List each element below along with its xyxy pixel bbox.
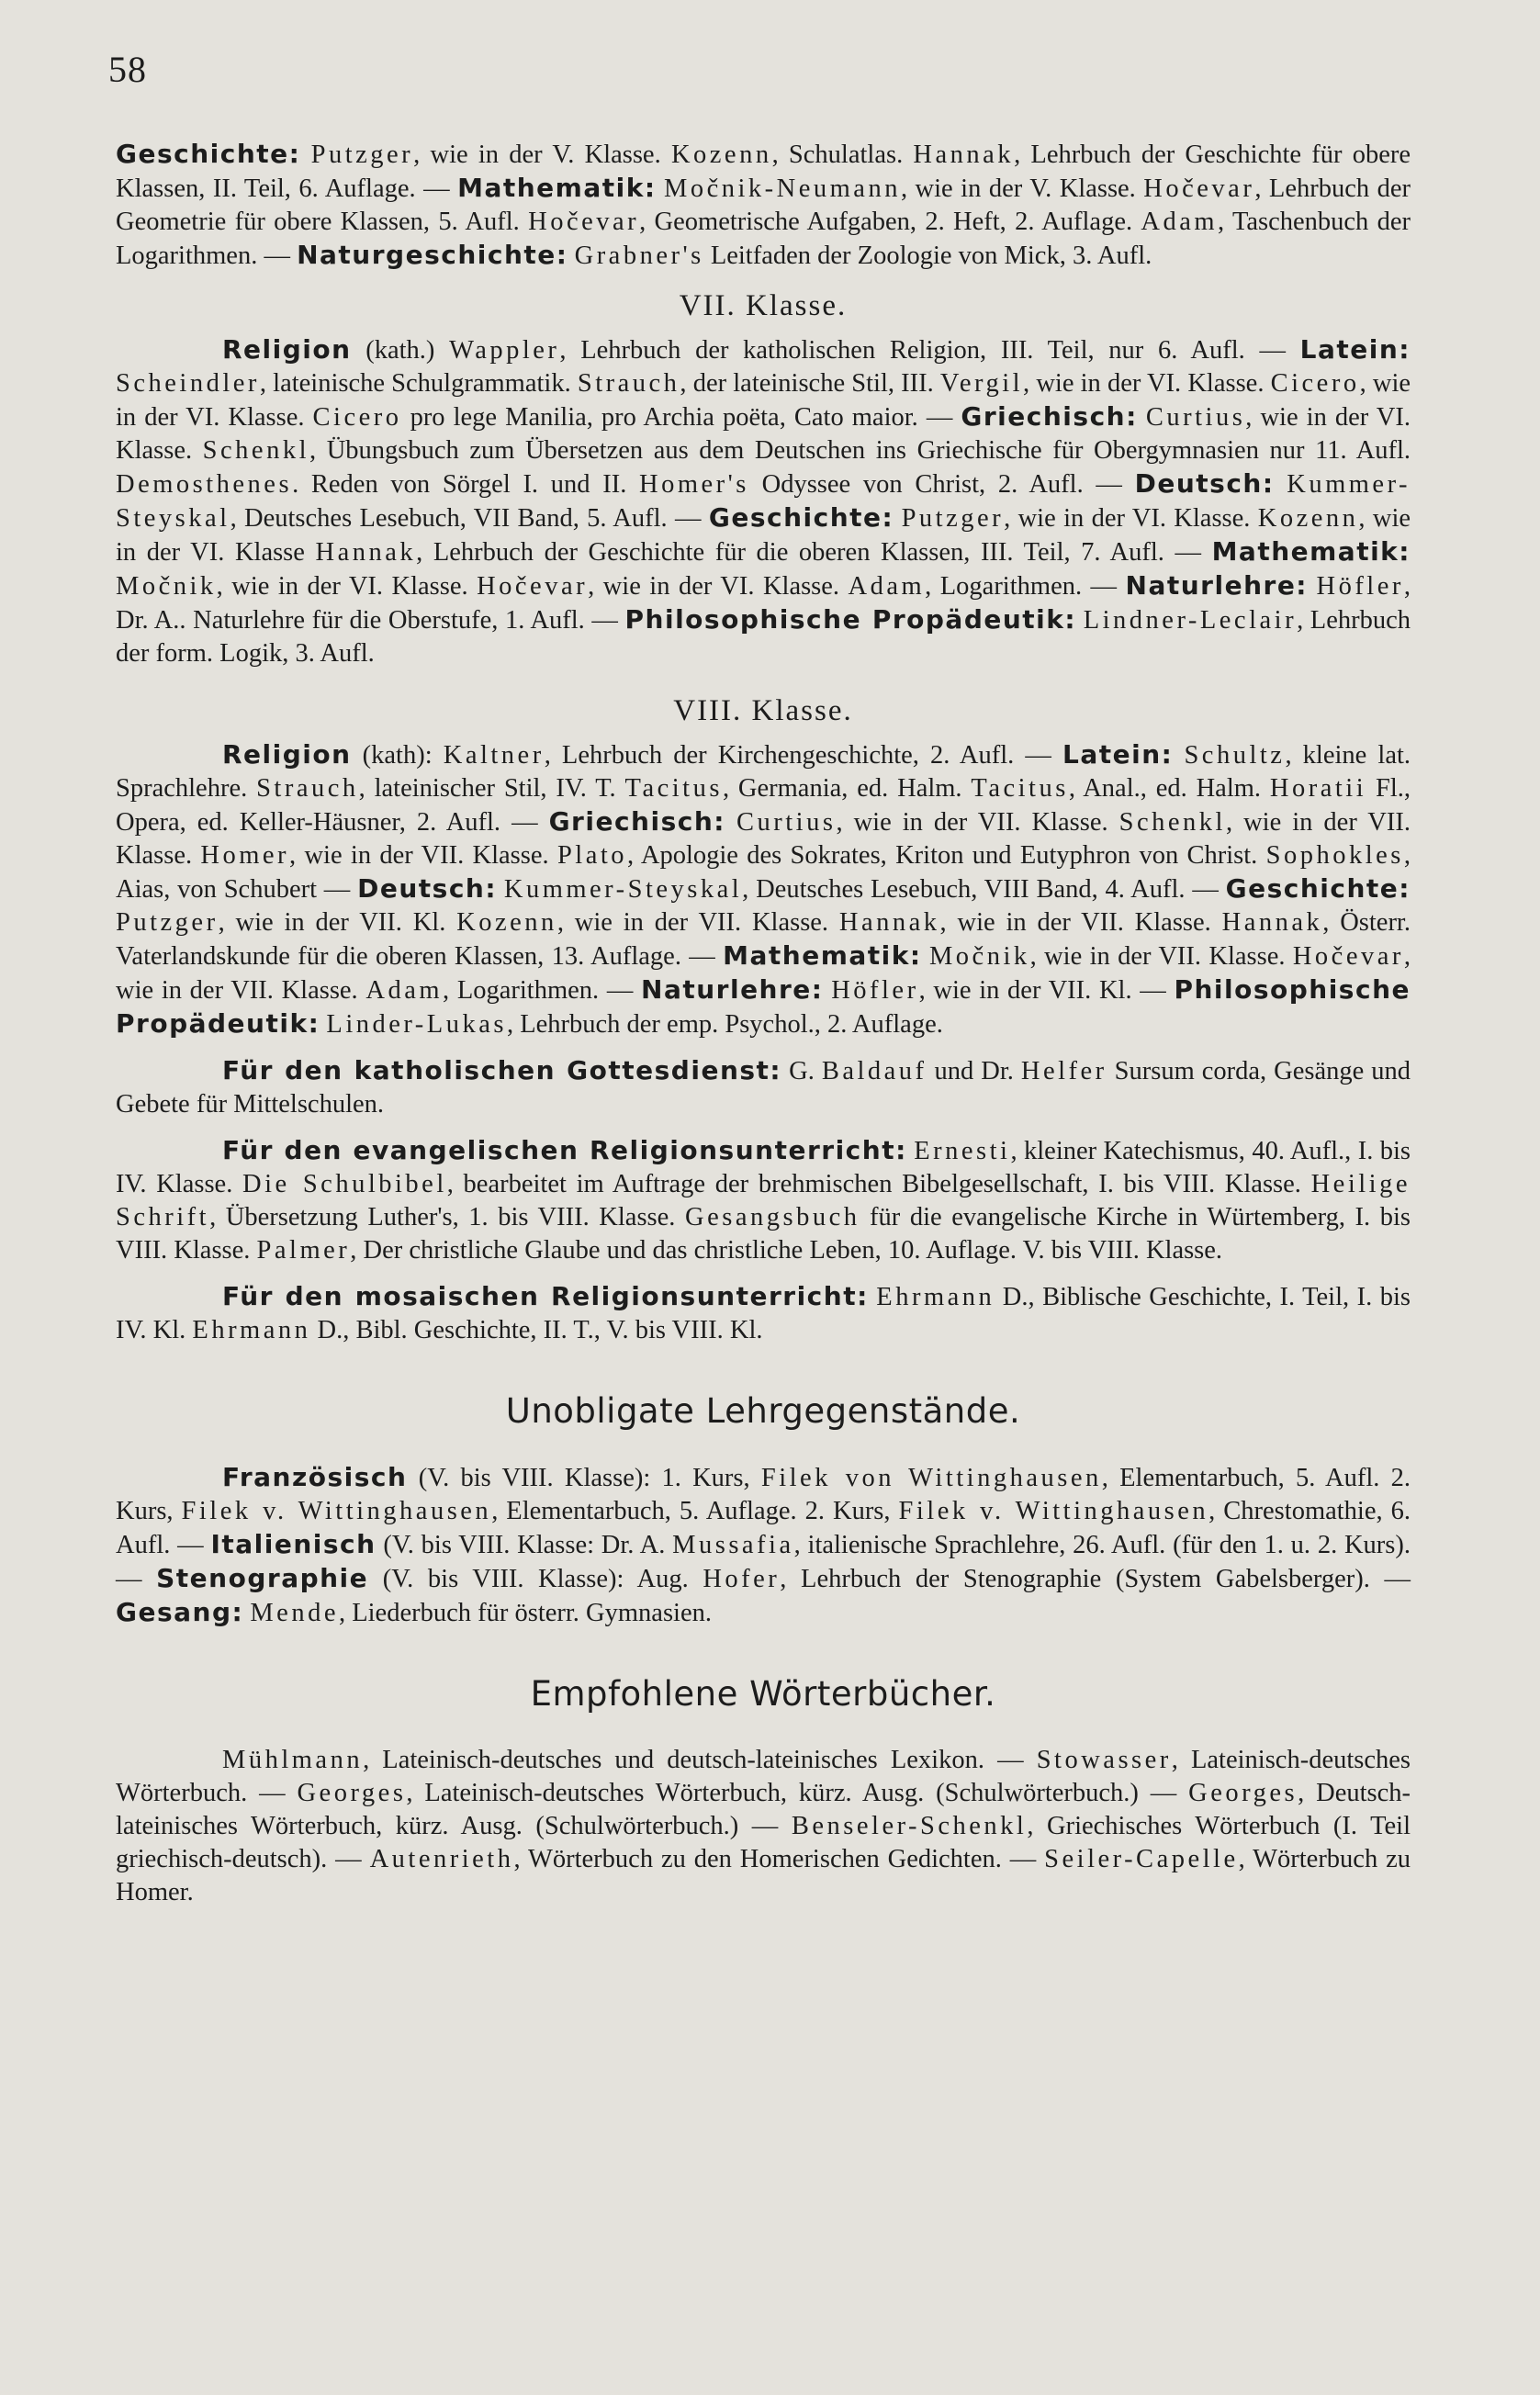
intro-paragraph (116, 138, 1411, 273)
author-name: Hannak (1221, 908, 1323, 937)
subject-heading: Italienisch (210, 1529, 377, 1559)
body-text: , wie in der VI. Klasse. (116, 369, 1411, 432)
class-viii-heading: VIII. Klasse. (673, 694, 853, 727)
body-text: Fl., Opera, ed. Keller-Häusner, 2. Aufl. — (116, 774, 1411, 837)
author-name: Palmer (256, 1236, 351, 1265)
body-text: , wie in der VII. Klasse. (939, 908, 1222, 937)
body-text: , Lehrbuch der form. Logik, 3. Aufl. (116, 606, 1411, 668)
author-name: Helfer (1020, 1057, 1107, 1085)
author-name: Mussafia (672, 1531, 794, 1559)
subject-heading: Geschichte: (1225, 873, 1411, 904)
body-text: G. (781, 1057, 822, 1085)
body-text: . Reden von Sörgel I. und II. (292, 470, 640, 499)
author-name: Vergil (939, 369, 1024, 398)
body-text: , Logarithmen. — (925, 572, 1126, 601)
author-name: Demosthenes (116, 470, 293, 499)
dictionaries-heading: Empfohlene Wörterbücher. (530, 1674, 996, 1714)
body-text: D., Biblische Geschichte, I. Teil, I. bis IV. Kl. (116, 1283, 1411, 1344)
author-name: Filek v. Wittinghausen (898, 1497, 1209, 1525)
body-text: , wie in der VI. Klasse. (588, 572, 849, 601)
subject-heading: Französisch (222, 1462, 408, 1492)
subject-heading: Latein: (1299, 334, 1411, 365)
body-text: , Deutsches Lesebuch, VII Band, 5. Aufl. — (230, 504, 709, 533)
body-text: , der lateinische Stil, III. (680, 369, 940, 398)
author-name: Höfler (831, 976, 919, 1005)
author-name: Adam (848, 572, 926, 601)
author-name: Lindner-Leclair (1083, 606, 1298, 635)
subject-heading: Philosophische Propädeutik: (624, 604, 1077, 635)
body-text: , Der christliche Glaube und das christliche Leben, 10. Auflage. V. bis VIII. Klasse. (350, 1236, 1223, 1265)
subject-heading: Latein: (1062, 739, 1174, 770)
body-text: , Lehrbuch der emp. Psychol., 2. Auflage. (506, 1010, 943, 1039)
author-name: Wappler (449, 336, 560, 365)
catholic-service-paragraph (116, 1054, 1411, 1121)
body-text: , Anal., ed. Halm. (1068, 774, 1270, 803)
body-text: , wie in der VI. Klasse. (216, 572, 478, 601)
body-text: , italienische Sprachlehre, 26. Aufl. (für den 1. u. 2. Kurs). — (116, 1531, 1411, 1593)
dictionaries-paragraph (116, 1744, 1411, 1909)
unobligate-paragraph (116, 1461, 1411, 1630)
body-text (1076, 606, 1084, 635)
author-name: Adam (1141, 208, 1219, 236)
subject-heading: Religion (222, 334, 352, 365)
author-name: Putzger (310, 141, 414, 169)
author-name: Tacitus (624, 774, 723, 803)
body-text: , wie in der VII. Klasse. (289, 841, 557, 870)
author-name: Sophokles (1265, 841, 1404, 870)
body-text: (kath.) (351, 336, 450, 365)
author-name: Cicero (312, 403, 402, 432)
subject-heading: Griechisch: (548, 806, 725, 837)
body-text: , Österr. Vaterlandskunde für die oberen Klassen, 13. Auflage. — (116, 908, 1411, 971)
body-text (657, 174, 664, 203)
author-name: Mende (250, 1599, 339, 1627)
body-text: , wie in der VII. Kl. — (918, 976, 1175, 1005)
author-name: Homer's (639, 470, 749, 499)
body-text: , Lehrbuch der Geschichte für obere Klassen, II. Teil, 6. Auflage. — (116, 141, 1411, 203)
author-name: Gesangsbuch (685, 1203, 860, 1231)
author-name: Ehrmann (876, 1283, 995, 1311)
author-name: Strauch (577, 369, 680, 398)
author-name: Cicero (1270, 369, 1360, 398)
author-name: Ehrmann (192, 1316, 311, 1344)
author-name: Horatii (1269, 774, 1367, 803)
author-name: Kaltner (443, 741, 545, 770)
evangelical-paragraph (116, 1134, 1411, 1267)
author-name: Schenkl (1118, 808, 1226, 837)
body-text: , Lehrbuch der Stenographie (System Gabelsberger). — (780, 1565, 1411, 1593)
subject-heading: Für den mosaischen Religionsunterricht: (222, 1281, 869, 1311)
author-name: Plato (556, 841, 628, 870)
body-text: , Aias, von Schubert — (116, 841, 1411, 904)
body-text: , Schulatlas. (771, 141, 914, 169)
author-name: Homer (200, 841, 290, 870)
body-text: , wie in der VI. Klasse. (1023, 369, 1271, 398)
body-text (1138, 403, 1146, 432)
body-text: (kath): (351, 741, 444, 770)
author-name: Curtius (1145, 403, 1246, 432)
author-name: Kozenn (456, 908, 557, 937)
subject-heading: Geschichte: (708, 502, 894, 533)
subject-heading: Religion (222, 739, 352, 770)
author-name: Autenrieth (369, 1845, 514, 1873)
subject-heading: Naturlehre: (1125, 570, 1309, 601)
author-name: Hočevar (1143, 174, 1255, 203)
body-text: , wie in der VII. Klasse. (556, 908, 839, 937)
body-text: und Dr. (927, 1057, 1021, 1085)
author-name: Kozenn (1257, 504, 1359, 533)
body-text (894, 504, 901, 533)
body-text: Odyssee von Christ, 2. Aufl. — (748, 470, 1135, 499)
body-text (1173, 741, 1184, 770)
author-name: Močnik (928, 942, 1030, 971)
author-name: Kozenn (670, 141, 772, 169)
mosaic-paragraph (116, 1280, 1411, 1347)
author-name: Močnik-Neumann (664, 174, 901, 203)
author-name: Linder-Lukas (326, 1010, 507, 1039)
author-name: Hočevar (477, 572, 589, 601)
body-text: D., Bibl. Geschichte, II. T., V. bis VIII. Kl. (310, 1316, 763, 1344)
body-text: , Deutsch-lateinisches Wörterbuch, kürz. Ausg. (Schulwörterbuch.) — (116, 1779, 1411, 1840)
body-text: , wie in der VII. Klasse. (836, 808, 1119, 837)
subject-heading: Philosophische Propädeutik: (116, 974, 1411, 1039)
body-text (1275, 470, 1287, 499)
body-text: , wie in der VII. Klasse. (116, 808, 1411, 870)
subject-heading: Für den evangelischen Religionsunterricht: (222, 1135, 907, 1165)
page-number: 58 (108, 49, 147, 90)
author-name: Hočevar (1292, 942, 1404, 971)
author-name: Seiler-Capelle (1044, 1845, 1239, 1873)
author-name: Tacitus (971, 774, 1069, 803)
body-text: , kleiner Katechismus, 40. Aufl., I. bis IV. Klasse. (116, 1137, 1411, 1198)
body-text: für die evangelische Kirche in Würtemberg, I. bis VIII. Klasse. (116, 1203, 1411, 1265)
class-viii-paragraph (116, 738, 1411, 1041)
body-text: , Lateinisch-deutsches Wörterbuch. — (116, 1746, 1411, 1807)
author-name: Hočevar (528, 208, 640, 236)
author-name: Ernesti (914, 1137, 1011, 1165)
body-text: , Lehrbuch der Geometrie für obere Klassen, 5. Aufl. (116, 174, 1411, 236)
author-name: Strauch (256, 774, 359, 803)
subject-heading: Naturlehre: (641, 974, 824, 1005)
body-text (300, 141, 310, 169)
author-name: Höfler (1316, 572, 1404, 601)
body-text: , lateinischer Stil, IV. T. (358, 774, 625, 803)
author-name: Kummer-Steyskal (503, 875, 743, 904)
subject-heading: Deutsch: (1134, 468, 1275, 499)
body-text: , Taschenbuch der Logarithmen. — (116, 208, 1411, 270)
subject-heading: Mathematik: (457, 173, 657, 203)
subject-heading: Für den katholischen Gottesdienst: (222, 1055, 782, 1085)
subject-heading: Geschichte: (116, 139, 301, 169)
author-name: Hannak (315, 538, 417, 567)
body-text: , wie in der VII. Klasse. (116, 942, 1411, 1005)
author-name: Močnik (116, 572, 217, 601)
body-text: , Apologie des Sokrates, Kriton und Eutyphron von Christ. (627, 841, 1266, 870)
author-name: Curtius (736, 808, 837, 837)
body-text: , wie in der V. Klasse. (413, 141, 671, 169)
body-text: , Lateinisch-deutsches und deutsch-lateinisches Lexikon. — (363, 1746, 1037, 1774)
body-text: (V. bis VIII. Klasse): Aug. (368, 1565, 703, 1593)
body-text (824, 976, 832, 1005)
author-name: Putzger (116, 908, 219, 937)
body-text: , Chrestomathie, 6. Aufl. — (116, 1497, 1411, 1559)
author-name: Filek von Wittinghausen (760, 1464, 1102, 1492)
body-text: , Griechisches Wörterbuch (I. Teil griechisch-deutsch). — (116, 1812, 1411, 1873)
body-text: , wie in der VI. Klasse (116, 504, 1411, 567)
body-text: , Logarithmen. — (443, 976, 642, 1005)
subject-heading: Stenographie (156, 1563, 369, 1593)
author-name: Heilige Schrift (116, 1170, 1411, 1231)
body-text: , Geometrische Aufgaben, 2. Heft, 2. Auflage. (639, 208, 1141, 236)
body-text: , lateinische Schulgrammatik. (259, 369, 578, 398)
body-text (568, 242, 574, 270)
body-text (922, 942, 929, 971)
subject-heading: Naturgeschichte: (297, 240, 568, 270)
unobligate-heading: Unobligate Lehrgegenstände. (505, 1391, 1021, 1431)
author-name: Grabner's (574, 242, 704, 270)
author-name: Scheindler (116, 369, 260, 398)
body-text: , Lateinisch-deutsches Wörterbuch, kürz. Ausg. (Schulwörterbuch.) — (406, 1779, 1189, 1807)
body-text: , Elementarbuch, 5. Aufl. 2. Kurs, (116, 1464, 1411, 1525)
subject-heading: Mathematik: (1211, 536, 1411, 567)
subject-heading: Deutsch: (357, 873, 498, 904)
body-text: , Elementarbuch, 5. Auflage. 2. Kurs, (491, 1497, 899, 1525)
body-text: , kleine lat. Sprachlehre. (116, 741, 1411, 803)
author-name: Georges (1188, 1779, 1298, 1807)
body-text (725, 808, 736, 837)
author-name: Hannak (838, 908, 940, 937)
class-vii-heading: VII. Klasse. (679, 289, 848, 322)
author-name: Baldauf (821, 1057, 927, 1085)
body-text: , Liederbuch für österr. Gymnasien. (338, 1599, 712, 1627)
author-name: Schultz (1184, 741, 1286, 770)
body-text: , Wörterbuch zu Homer. (116, 1845, 1411, 1906)
body-text: , Dr. A.. Naturlehre für die Oberstufe, 1. Aufl. — (116, 572, 1411, 635)
author-name: Georges (297, 1779, 407, 1807)
body-text: Leitfaden der Zoologie von Mick, 3. Aufl. (703, 242, 1152, 270)
body-text (497, 875, 504, 904)
body-text: pro lege Manilia, pro Archia poëta, Cato maior. — (401, 403, 961, 432)
body-text: (V. bis VIII. Klasse): 1. Kurs, (407, 1464, 761, 1492)
author-name: Adam (365, 976, 444, 1005)
author-name: Kummer-Steyskal (116, 470, 1411, 533)
author-name: Die Schulbibel (242, 1170, 447, 1198)
body-text: Sursum corda, Gesänge und Gebete für Mittelschulen. (116, 1057, 1411, 1119)
body-text: , bearbeitet im Auftrage der brehmischen Bibelgesellschaft, I. bis VIII. Klasse. (446, 1170, 1311, 1198)
body-text: , wie in der VII. Klasse. (1029, 942, 1293, 971)
body-text: , Übungsbuch zum Übersetzen aus dem Deutschen ins Griechische für Obergymnasien nur 11. Aufl. (309, 436, 1411, 465)
subject-heading: Mathematik: (723, 940, 922, 971)
body-text: , Lehrbuch der Geschichte für die oberen Klassen, III. Teil, 7. Aufl. — (416, 538, 1212, 567)
body-text: , wie in der VI. Klasse. (1004, 504, 1258, 533)
class-vii-paragraph (116, 333, 1411, 670)
body-text: (V. bis VIII. Klasse: Dr. A. (376, 1531, 673, 1559)
body-text: , Wörterbuch zu den Homerischen Gedichten. — (513, 1845, 1045, 1873)
author-name: Filek v. Wittinghausen (181, 1497, 492, 1525)
subject-heading: Gesang: (116, 1597, 244, 1627)
body-text: , wie in der VI. Klasse. (116, 403, 1411, 465)
body-text: , Germania, ed. Halm. (722, 774, 972, 803)
author-name: Hofer (703, 1565, 781, 1593)
author-name: Hannak (913, 141, 1015, 169)
author-name: Mühlmann (222, 1746, 364, 1774)
body-text: , wie in der V. Klasse. (900, 174, 1144, 203)
body-text: , Übersetzung Luther's, 1. bis VIII. Klasse. (209, 1203, 685, 1231)
page-content (116, 138, 1411, 1909)
body-text: , wie in der VII. Kl. (218, 908, 457, 937)
author-name: Putzger (901, 504, 1005, 533)
subject-heading: Griechisch: (961, 401, 1138, 432)
author-name: Stowasser (1036, 1746, 1172, 1774)
body-text: , Lehrbuch der Kirchengeschichte, 2. Aufl. — (544, 741, 1062, 770)
body-text: , Lehrbuch der katholischen Religion, III. Teil, nur 6. Aufl. — (559, 336, 1300, 365)
body-text: , Deutsches Lesebuch, VIII Band, 4. Aufl. — (742, 875, 1226, 904)
author-name: Schenkl (202, 436, 309, 465)
author-name: Benseler-Schenkl (791, 1812, 1028, 1840)
